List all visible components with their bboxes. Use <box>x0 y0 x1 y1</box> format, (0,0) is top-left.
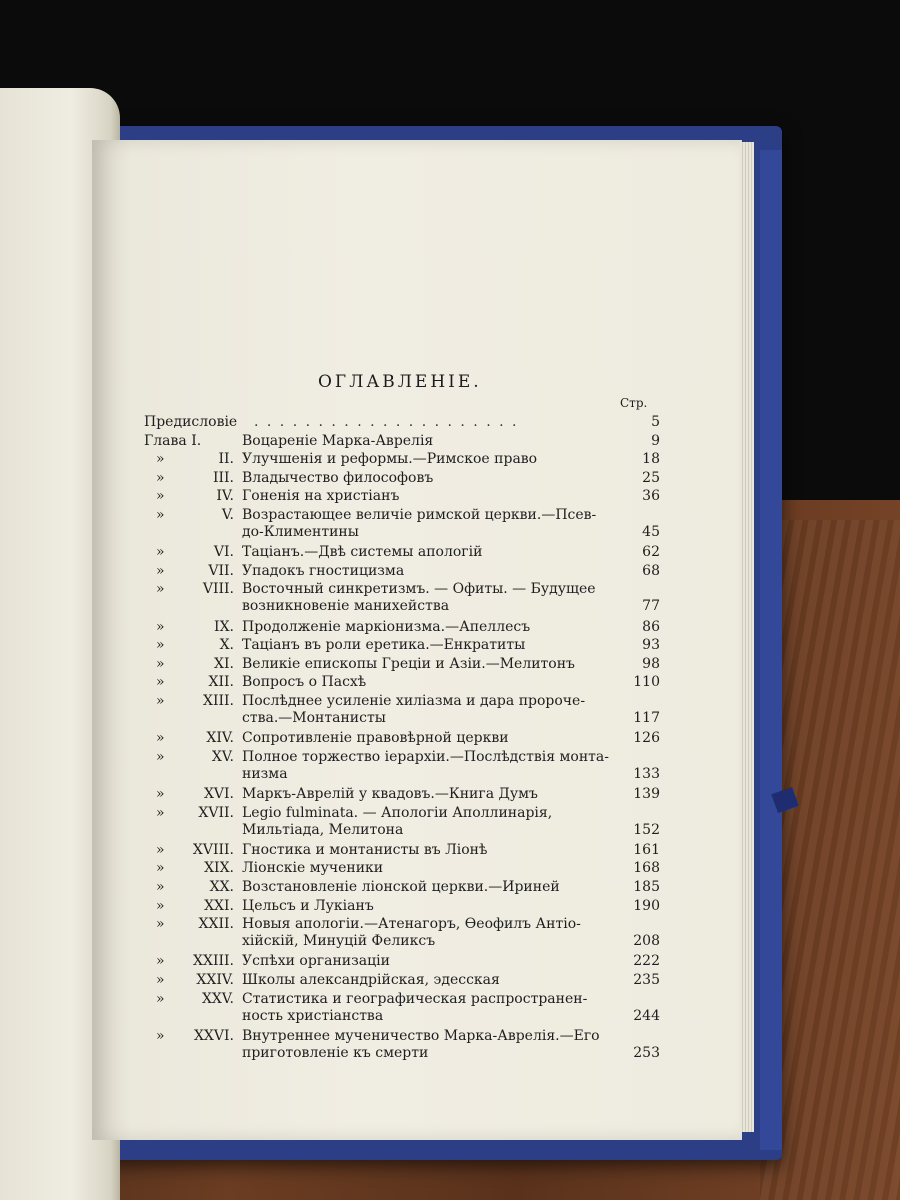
toc-title <box>242 674 612 691</box>
toc-chapter: XXIII. <box>193 953 234 970</box>
toc-chapter: XXIV. <box>196 972 234 988</box>
toc-title <box>242 972 612 989</box>
ditto-mark: » <box>156 990 165 1007</box>
toc-page-number: 25 <box>642 469 660 486</box>
toc-chapter: X. <box>219 637 234 654</box>
ditto-mark: » <box>156 860 165 877</box>
toc-title-line: Мильтiада, Мелитона <box>242 821 404 838</box>
toc-title-line: Продолженiе маркiонизма.—Апеллесъ <box>242 618 531 635</box>
ditto-mark: » <box>156 804 165 821</box>
toc-title-line: Воцаренiе Марка-Аврелiя <box>242 432 434 449</box>
toc-title-line: Великiе епископы Грецiи и Азiи.—Мелитонъ <box>242 655 575 672</box>
toc-title-line: Гностика и монтанисты въ Лiонѣ <box>242 841 488 858</box>
toc-chapter: XIX. <box>204 860 234 877</box>
toc-page-number: 36 <box>642 488 660 505</box>
book-cover-edge <box>760 150 782 1150</box>
toc-title <box>242 898 612 915</box>
page-edges <box>740 142 754 1132</box>
toc-title-line: приготовленiе къ смерти <box>242 1044 429 1061</box>
toc-title-line: ность христiанства <box>242 1007 384 1024</box>
toc-chapter: XII. <box>208 674 234 691</box>
ditto-mark: » <box>156 730 165 747</box>
ditto-mark: » <box>156 693 165 709</box>
toc-page-number: 253 <box>633 1044 660 1061</box>
toc-title-line: Успѣхи организацiи <box>242 953 390 970</box>
toc-page-number: 5 <box>651 414 660 430</box>
toc-chapter: IV. <box>216 488 234 505</box>
toc-title <box>242 637 612 654</box>
ditto-mark: » <box>156 748 165 765</box>
toc-chapter: III. <box>212 469 234 486</box>
toc-page-number: 152 <box>633 821 660 838</box>
toc-chapter: II. <box>218 451 234 468</box>
toc-title-line: Статистика и географическая распространен- <box>242 990 588 1007</box>
toc-page-number: 161 <box>633 841 660 858</box>
toc-chapter: VI. <box>213 544 234 561</box>
ditto-mark: » <box>156 897 165 914</box>
toc-page-number: 235 <box>633 972 660 988</box>
toc-chapter: VIII. <box>202 581 234 598</box>
ditto-mark: » <box>156 655 165 672</box>
toc-chapter: XXV. <box>201 990 234 1007</box>
toc-title-line: Полное торжество iерархiи.—Послѣдствiя монта- <box>242 748 609 765</box>
toc-page-number: 126 <box>633 730 660 747</box>
toc-title <box>242 470 612 487</box>
toc-page-number: 98 <box>642 655 660 672</box>
toc-page-number: 18 <box>642 451 660 468</box>
toc-title-line: Владычество философовъ <box>242 469 434 486</box>
ditto-mark: » <box>156 841 165 858</box>
toc-chapter: VII. <box>208 562 234 579</box>
toc-page-number: 222 <box>633 953 660 970</box>
toc-page-number: 45 <box>642 524 660 540</box>
ditto-mark: » <box>156 916 165 933</box>
toc-title-line: Тацiанъ въ роли еретика.—Енкратиты <box>242 637 526 654</box>
toc-chapter: XXI. <box>204 897 234 914</box>
toc-title-line: Маркъ-Аврелiй у квадовъ.—Книга Думъ <box>242 786 538 802</box>
toc-chapter: XIII. <box>202 693 234 709</box>
toc-chapter: IX. <box>214 618 234 635</box>
toc-title-line: Возстановленiе лiонской церкви.—Ириней <box>242 879 560 895</box>
toc-title-line: Упадокъ гностицизма <box>242 562 405 579</box>
ditto-mark: » <box>156 953 165 970</box>
toc-title <box>242 879 612 896</box>
toc-title-line: хiйскiй, Минуцiй Феликсъ <box>242 933 436 950</box>
ditto-mark: » <box>156 674 165 691</box>
toc-page-number: 168 <box>633 860 660 877</box>
toc-chapter: Глава I. <box>144 432 202 449</box>
toc-page-number: 139 <box>633 786 660 802</box>
toc-title-line: ства.—Монтанисты <box>242 710 386 726</box>
toc-chapter: XV. <box>211 748 234 765</box>
ditto-mark: » <box>156 637 165 654</box>
ditto-mark: » <box>156 879 165 895</box>
toc-title <box>242 544 612 561</box>
toc-title-line: Улучшенiя и реформы.—Римское право <box>242 451 538 468</box>
toc-title <box>242 805 612 839</box>
toc-title <box>242 619 612 636</box>
toc-title <box>242 953 612 970</box>
ditto-mark: » <box>156 544 165 561</box>
toc-title <box>242 488 612 505</box>
toc-page-number: 110 <box>633 674 660 691</box>
toc-chapter: Предисловiе <box>144 414 238 430</box>
toc-page-number: 62 <box>642 544 660 561</box>
ditto-mark: » <box>156 618 165 635</box>
ditto-mark: » <box>156 562 165 579</box>
page-column-label: Стр. <box>620 396 648 410</box>
ditto-mark: » <box>156 786 165 802</box>
toc-chapter: XVIII. <box>192 841 234 858</box>
toc-chapter: V. <box>221 507 234 523</box>
toc-title <box>242 786 612 803</box>
toc-title-line: низма <box>242 765 288 782</box>
toc-chapter: XIV. <box>206 730 234 747</box>
ditto-mark: » <box>156 1027 165 1044</box>
toc-title-line: Возрастающее величiе римской церкви.—Псев- <box>242 507 597 523</box>
toc-title-line: до-Климентины <box>242 524 359 540</box>
toc-chapter: XI. <box>214 655 234 672</box>
toc-chapter: XVII. <box>198 804 234 821</box>
toc-title-line: Вопросъ о Пасхѣ <box>242 674 367 691</box>
toc-chapter: XXVI. <box>193 1027 234 1044</box>
toc-page-number: 190 <box>633 897 660 914</box>
toc-title-line: Legio fulminata. — Апологiи Аполлинарiя, <box>242 804 553 821</box>
toc-page-number: 93 <box>642 637 660 654</box>
toc-chapter: XVI. <box>203 786 234 802</box>
toc-title <box>242 916 612 950</box>
toc-page-number: 77 <box>642 598 660 615</box>
toc-title-line: Новыя апологiи.—Атенагоръ, Ѳеофилъ Антiо- <box>242 916 581 933</box>
toc-title-line: Восточный синкретизмъ. — Офиты. — Будущее <box>242 581 596 598</box>
ditto-mark: » <box>156 581 165 598</box>
toc-title-line: Тацiанъ.—Двѣ системы апологiй <box>242 544 483 561</box>
toc-title <box>242 693 612 727</box>
toc-title-line: Гоненiя на христiанъ <box>242 488 400 505</box>
toc-title <box>242 656 612 673</box>
toc-heading: ОГЛАВЛЕНIЕ. <box>318 372 482 392</box>
toc-page-number: 244 <box>633 1007 660 1024</box>
toc-title <box>242 581 612 615</box>
ditto-mark: » <box>156 451 165 468</box>
toc-title-line: Цельсъ и Лукiанъ <box>242 897 374 914</box>
toc-title <box>242 563 612 580</box>
toc-page-number: 133 <box>633 765 660 782</box>
ditto-mark: » <box>156 469 165 486</box>
toc-title <box>242 730 612 747</box>
toc-title <box>242 1028 612 1062</box>
toc-title <box>242 860 612 877</box>
ditto-mark: » <box>156 488 165 505</box>
toc-chapter: XXII. <box>198 916 234 933</box>
toc-page-number: 185 <box>633 879 660 895</box>
toc-title-line: Внутреннее мученичество Марка-Аврелiя.—Его <box>242 1027 600 1044</box>
toc-page-number: 9 <box>651 432 660 449</box>
toc-title <box>242 749 612 783</box>
dot-leader: . . . . . . . . . . . . . . . . . . . . . <box>254 414 519 430</box>
ditto-mark: » <box>156 507 165 523</box>
toc-title <box>242 991 612 1025</box>
toc-chapter: XX. <box>209 879 234 895</box>
toc-page-number: 117 <box>633 710 660 726</box>
toc-title-line: Лiонскiе мученики <box>242 860 384 877</box>
toc-title-line: Послѣднее усиленiе хилiазма и дара пророче- <box>242 693 586 709</box>
toc-title <box>242 451 612 468</box>
toc-title-line: Школы александрiйская, эдесская <box>242 972 500 988</box>
toc-page-number: 86 <box>642 618 660 635</box>
toc-title-line: возникновенiе манихейства <box>242 598 450 615</box>
toc-page-number: 208 <box>633 933 660 950</box>
toc-title-line: Сопротивленiе правовѣрной церкви <box>242 730 509 747</box>
toc-title <box>242 507 612 541</box>
toc-title <box>242 842 612 859</box>
ditto-mark: » <box>156 972 165 988</box>
toc-page-number: 68 <box>642 562 660 579</box>
toc-title <box>242 433 612 450</box>
